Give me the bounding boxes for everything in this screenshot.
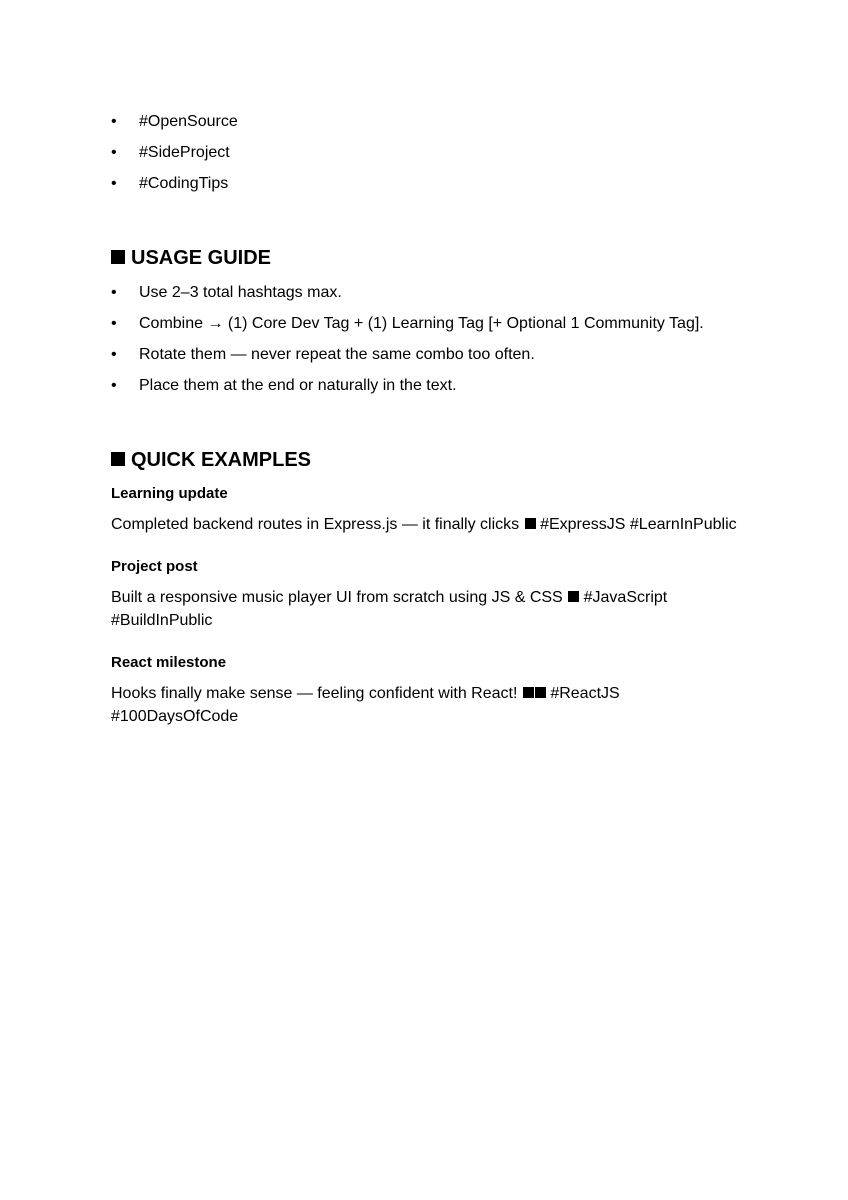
emoji-placeholder-icon bbox=[523, 687, 534, 698]
square-icon bbox=[111, 452, 125, 466]
bullet-icon: • bbox=[111, 113, 117, 130]
example-text bbox=[111, 586, 751, 632]
bullet-icon: • bbox=[111, 346, 117, 363]
list-item-text: #OpenSource bbox=[139, 113, 238, 130]
example-text bbox=[111, 682, 751, 728]
usage-guide-heading-text: USAGE GUIDE bbox=[131, 247, 272, 269]
example-text-main: Built a responsive music player UI from scratch using JS & CSS bbox=[111, 589, 563, 606]
list-item-text: Use 2–3 total hashtags max. bbox=[139, 284, 342, 301]
example-title: React milestone bbox=[111, 654, 227, 671]
emoji-placeholder-icon bbox=[525, 518, 536, 529]
list-item bbox=[111, 143, 811, 162]
square-icon bbox=[111, 250, 125, 264]
example-title: Learning update bbox=[111, 485, 228, 502]
quick-examples-heading-text: QUICK EXAMPLES bbox=[131, 449, 312, 471]
list-item bbox=[111, 174, 811, 193]
list-item bbox=[111, 314, 811, 333]
example-hashtags: #ReactJS #100DaysOfCode bbox=[111, 685, 620, 725]
bullet-icon: • bbox=[111, 144, 117, 161]
list-item bbox=[111, 283, 811, 302]
list-item-text: Combine → (1) Core Dev Tag + (1) Learning Tag [+ Optional 1 Community Tag]. bbox=[139, 315, 704, 332]
list-item-text: #SideProject bbox=[139, 144, 230, 161]
example-text-main: Hooks finally make sense — feeling confident with React! bbox=[111, 685, 518, 702]
hashtag-list bbox=[111, 112, 811, 205]
example-text-main: Completed backend routes in Express.js — it finally clicks bbox=[111, 516, 520, 533]
usage-guide-list bbox=[111, 283, 811, 407]
example-title: Project post bbox=[111, 558, 198, 575]
bullet-icon: • bbox=[111, 175, 117, 192]
emoji-placeholder-icon bbox=[568, 591, 579, 602]
usage-guide-heading bbox=[111, 246, 271, 270]
bullet-icon: • bbox=[111, 315, 117, 332]
list-item-text: Rotate them — never repeat the same combo too often. bbox=[139, 346, 535, 363]
bullet-icon: • bbox=[111, 377, 117, 394]
emoji-placeholder-icon bbox=[535, 687, 546, 698]
example-hashtags: #JavaScript #BuildInPublic bbox=[111, 589, 668, 629]
bullet-icon: • bbox=[111, 284, 117, 301]
example-hashtags: #ExpressJS #LearnInPublic bbox=[540, 516, 737, 533]
list-item-text: #CodingTips bbox=[139, 175, 229, 192]
list-item bbox=[111, 112, 811, 131]
list-item-text: Place them at the end or naturally in the text. bbox=[139, 377, 457, 394]
list-item bbox=[111, 376, 811, 395]
quick-examples-heading bbox=[111, 448, 311, 472]
list-item bbox=[111, 345, 811, 364]
example-text bbox=[111, 513, 751, 536]
